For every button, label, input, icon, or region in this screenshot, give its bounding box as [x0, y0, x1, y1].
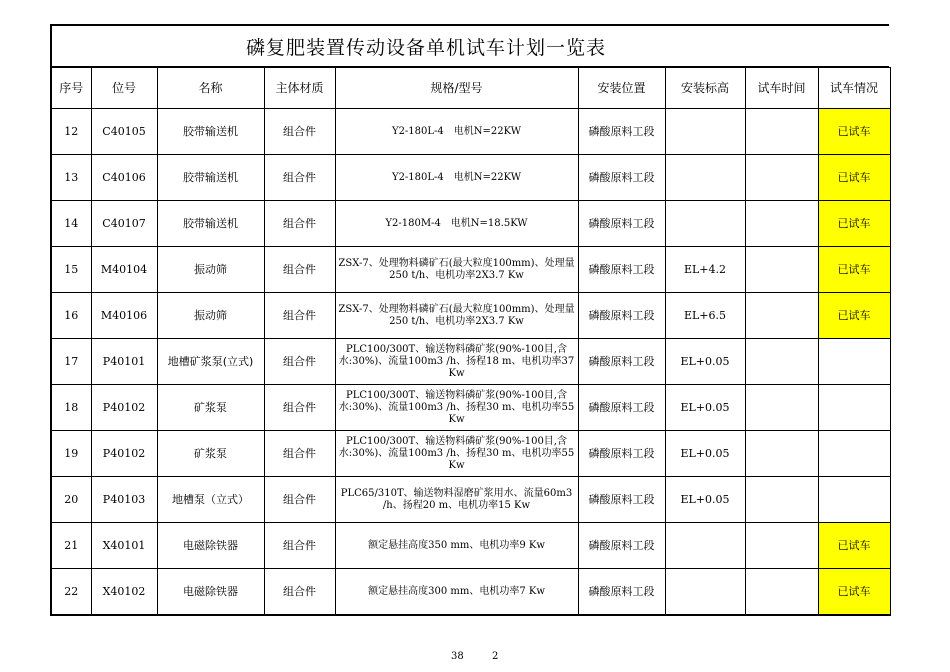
cell-elevation: EL+0.05: [665, 431, 745, 477]
table-row: [51, 477, 890, 523]
cell-status: 已试车: [818, 109, 890, 155]
footer-page-left: 38: [451, 651, 464, 662]
cell-name: 地槽矿浆泵(立式): [157, 339, 264, 385]
cell-location: 磷酸原料工段: [578, 201, 665, 247]
cell-time: [745, 109, 818, 155]
sheet: [50, 24, 889, 616]
cell-no: 14: [51, 201, 91, 247]
cell-no: 20: [51, 477, 91, 523]
table-row: [51, 293, 890, 339]
cell-spec: PLC100/300T、输送物料磷矿浆(90%-100目,含水:30%)、流量100m3 /h、扬程30 m、电机功率55 Kw: [335, 385, 578, 431]
cell-tag: C40107: [91, 201, 157, 247]
cell-status: [818, 339, 890, 385]
header-cell-location: 安装位置: [578, 68, 665, 109]
cell-name: 胶带输送机: [157, 109, 264, 155]
cell-no: 15: [51, 247, 91, 293]
table-row: [51, 431, 890, 477]
cell-tag: X40102: [91, 569, 157, 616]
cell-status: 已试车: [818, 569, 890, 616]
header-cell-spec: 规格/型号: [335, 68, 578, 109]
cell-time: [745, 247, 818, 293]
cell-material: 组合件: [264, 339, 335, 385]
cell-no: 13: [51, 155, 91, 201]
cell-elevation: EL+4.2: [665, 247, 745, 293]
header-cell-material: 主体材质: [264, 68, 335, 109]
cell-elevation: [665, 201, 745, 247]
cell-no: 16: [51, 293, 91, 339]
cell-tag: M40106: [91, 293, 157, 339]
cell-tag: C40105: [91, 109, 157, 155]
cell-status: [818, 431, 890, 477]
page-title: 磷复肥装置传动设备单机试车计划一览表: [246, 36, 607, 59]
cell-tag: C40106: [91, 155, 157, 201]
table-row: [51, 109, 890, 155]
cell-material: 组合件: [264, 247, 335, 293]
cell-time: [745, 431, 818, 477]
header-cell-tag: 位号: [91, 68, 157, 109]
cell-tag: P40103: [91, 477, 157, 523]
cell-spec: Y2-180L-4 电机N=22KW: [335, 109, 578, 155]
cell-status: 已试车: [818, 155, 890, 201]
cell-time: [745, 201, 818, 247]
cell-elevation: [665, 523, 745, 569]
cell-spec: PLC100/300T、输送物料磷矿浆(90%-100目,含水:30%)、流量100m3 /h、扬程30 m、电机功率55 Kw: [335, 431, 578, 477]
table-row: [51, 523, 890, 569]
cell-location: 磷酸原料工段: [578, 339, 665, 385]
cell-name: 振动筛: [157, 293, 264, 339]
cell-material: 组合件: [264, 431, 335, 477]
cell-time: [745, 339, 818, 385]
cell-spec: Y2-180M-4 电机N=18.5KW: [335, 201, 578, 247]
cell-status: 已试车: [818, 247, 890, 293]
cell-time: [745, 155, 818, 201]
cell-status: 已试车: [818, 523, 890, 569]
cell-material: 组合件: [264, 293, 335, 339]
cell-tag: P40102: [91, 431, 157, 477]
header-cell-no: 序号: [51, 68, 91, 109]
cell-location: 磷酸原料工段: [578, 431, 665, 477]
cell-material: 组合件: [264, 385, 335, 431]
cell-name: 电磁除铁器: [157, 523, 264, 569]
cell-tag: X40101: [91, 523, 157, 569]
equipment-table: [50, 67, 891, 616]
cell-no: 18: [51, 385, 91, 431]
cell-location: 磷酸原料工段: [578, 293, 665, 339]
cell-spec: ZSX-7、处理物料磷矿石(最大粒度100mm)、处理量250 t/h、电机功率2X3.7 Kw: [335, 247, 578, 293]
cell-material: 组合件: [264, 155, 335, 201]
header-cell-status: 试车情况: [818, 68, 890, 109]
cell-tag: P40101: [91, 339, 157, 385]
cell-spec: PLC100/300T、输送物料磷矿浆(90%-100目,含水:30%)、流量100m3 /h、扬程18 m、电机功率37 Kw: [335, 339, 578, 385]
cell-location: 磷酸原料工段: [578, 155, 665, 201]
table-row: [51, 201, 890, 247]
cell-name: 矿浆泵: [157, 385, 264, 431]
table-row: [51, 247, 890, 293]
cell-no: 12: [51, 109, 91, 155]
cell-no: 21: [51, 523, 91, 569]
cell-no: 19: [51, 431, 91, 477]
cell-name: 地槽泵（立式）: [157, 477, 264, 523]
title-box: [50, 24, 889, 67]
cell-elevation: EL+0.05: [665, 385, 745, 431]
header-cell-elevation: 安装标高: [665, 68, 745, 109]
table-row: [51, 155, 890, 201]
cell-material: 组合件: [264, 109, 335, 155]
cell-status: 已试车: [818, 293, 890, 339]
cell-spec: Y2-180L-4 电机N=22KW: [335, 155, 578, 201]
cell-spec: ZSX-7、处理物料磷矿石(最大粒度100mm)、处理量250 t/h、电机功率2X3.7 Kw: [335, 293, 578, 339]
header-cell-time: 试车时间: [745, 68, 818, 109]
cell-elevation: EL+0.05: [665, 477, 745, 523]
cell-no: 17: [51, 339, 91, 385]
cell-elevation: EL+0.05: [665, 339, 745, 385]
cell-time: [745, 477, 818, 523]
cell-material: 组合件: [264, 569, 335, 616]
cell-elevation: [665, 109, 745, 155]
cell-material: 组合件: [264, 201, 335, 247]
cell-status: 已试车: [818, 201, 890, 247]
cell-location: 磷酸原料工段: [578, 385, 665, 431]
cell-status: [818, 477, 890, 523]
cell-elevation: EL+6.5: [665, 293, 745, 339]
cell-material: 组合件: [264, 477, 335, 523]
cell-spec: 额定悬挂高度350 mm、电机功率9 Kw: [335, 523, 578, 569]
cell-location: 磷酸原料工段: [578, 523, 665, 569]
table-row: [51, 569, 890, 616]
cell-location: 磷酸原料工段: [578, 477, 665, 523]
cell-name: 电磁除铁器: [157, 569, 264, 616]
cell-tag: P40102: [91, 385, 157, 431]
header-cell-name: 名称: [157, 68, 264, 109]
cell-time: [745, 569, 818, 616]
cell-location: 磷酸原料工段: [578, 247, 665, 293]
footer-page-right: 2: [492, 651, 499, 662]
cell-spec: 额定悬挂高度300 mm、电机功率7 Kw: [335, 569, 578, 616]
cell-elevation: [665, 569, 745, 616]
cell-time: [745, 523, 818, 569]
cell-location: 磷酸原料工段: [578, 569, 665, 616]
cell-name: 矿浆泵: [157, 431, 264, 477]
cell-time: [745, 385, 818, 431]
header-row: [51, 68, 890, 109]
cell-name: 振动筛: [157, 247, 264, 293]
cell-spec: PLC65/310T、输送物料湿磨矿浆用水、流量60m3 /h、扬程20 m、电机功率15 Kw: [335, 477, 578, 523]
cell-tag: M40104: [91, 247, 157, 293]
cell-no: 22: [51, 569, 91, 616]
cell-material: 组合件: [264, 523, 335, 569]
cell-name: 胶带输送机: [157, 155, 264, 201]
table-row: [51, 385, 890, 431]
cell-elevation: [665, 155, 745, 201]
table-row: [51, 339, 890, 385]
cell-name: 胶带输送机: [157, 201, 264, 247]
cell-time: [745, 293, 818, 339]
cell-status: [818, 385, 890, 431]
cell-location: 磷酸原料工段: [578, 109, 665, 155]
